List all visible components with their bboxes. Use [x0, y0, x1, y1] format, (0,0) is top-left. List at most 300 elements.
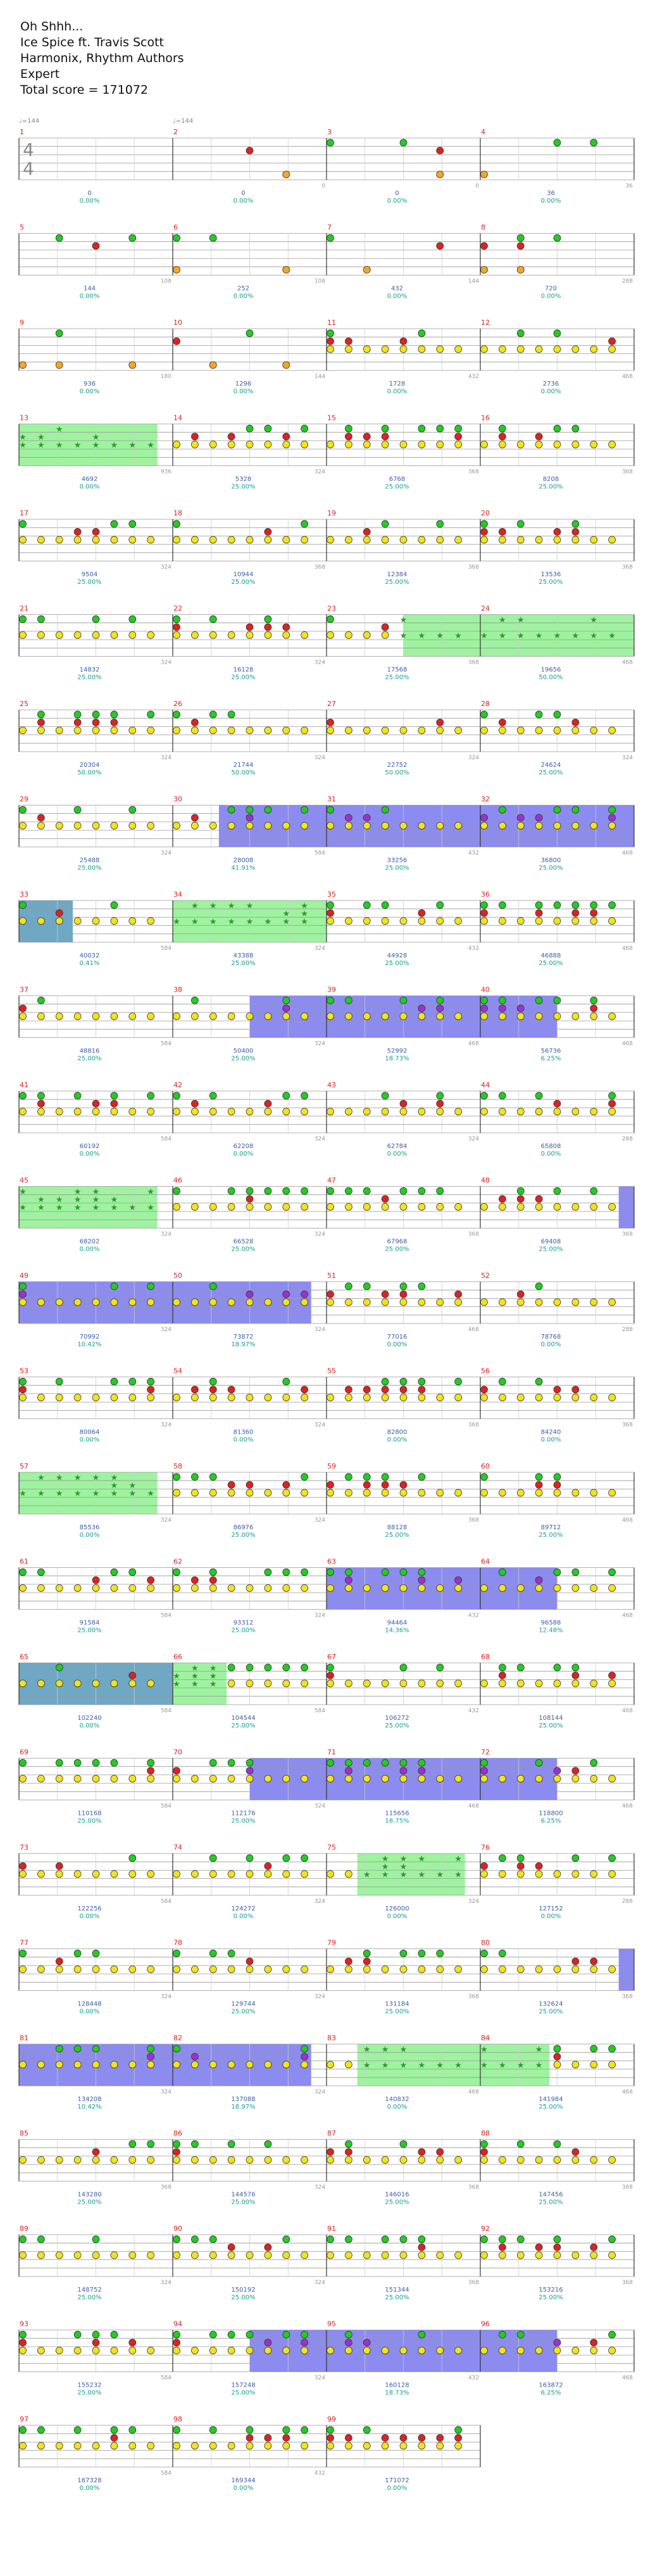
note	[345, 1577, 352, 1584]
note	[437, 822, 444, 829]
star-note: ★	[110, 1481, 118, 1491]
note	[92, 1680, 99, 1687]
song-title: Oh Shhh...	[20, 20, 84, 34]
star-note: ★	[480, 631, 488, 641]
note	[20, 1759, 27, 1766]
note	[209, 2331, 216, 2338]
measure-score: 21744	[233, 762, 254, 769]
note	[228, 1203, 235, 1210]
measure-percent: 0.00%	[540, 1151, 561, 1158]
measure-percent: 25.00%	[77, 2199, 102, 2206]
note	[173, 2149, 180, 2156]
note	[265, 1187, 271, 1194]
note	[191, 1775, 198, 1782]
note	[20, 1871, 27, 1878]
note	[92, 1394, 99, 1401]
note	[554, 2053, 561, 2060]
measure-score: 160128	[385, 2382, 409, 2389]
star-note: ★	[399, 2045, 408, 2055]
note	[173, 1489, 180, 1496]
note	[74, 1092, 81, 1099]
note	[499, 1013, 506, 1020]
note	[129, 1966, 136, 1973]
note	[228, 1775, 235, 1782]
note	[111, 1092, 118, 1099]
note	[129, 1680, 136, 1687]
note	[56, 1966, 63, 1973]
note	[20, 1108, 27, 1115]
measure-subtotal: 324	[160, 1993, 171, 2000]
note	[173, 2061, 180, 2068]
measure-score: 19656	[540, 666, 561, 674]
measure-percent: 0.00%	[79, 1151, 100, 1158]
note	[437, 1005, 444, 1012]
measure-percent: 25.00%	[77, 1627, 102, 1634]
note	[437, 441, 444, 448]
note	[191, 2061, 198, 2068]
note	[147, 2045, 154, 2052]
star-note: ★	[418, 1854, 426, 1864]
star-note: ★	[37, 440, 45, 450]
note	[228, 1489, 235, 1496]
measure-score: 104544	[231, 1715, 256, 1722]
note	[173, 1108, 180, 1115]
measure-percent: 0.00%	[540, 198, 561, 205]
note	[92, 2442, 99, 2449]
note	[129, 2252, 136, 2259]
note	[499, 727, 506, 734]
measure-score: 146016	[385, 2191, 409, 2199]
star-note: ★	[590, 631, 598, 641]
measure-score: 44928	[387, 952, 408, 959]
note	[609, 1013, 616, 1020]
measure-number: 82	[173, 2034, 182, 2042]
note	[209, 2236, 216, 2243]
note	[92, 1108, 99, 1115]
note	[209, 616, 216, 622]
star-note: ★	[571, 631, 580, 641]
measure-subtotal: 324	[314, 1040, 325, 1047]
note	[246, 2331, 253, 2338]
note	[382, 1378, 389, 1385]
note	[147, 1394, 154, 1401]
note	[455, 2442, 462, 2449]
note	[481, 1759, 488, 1766]
note	[535, 1966, 542, 1973]
note	[418, 1759, 425, 1766]
star-note: ★	[363, 1870, 371, 1880]
note	[382, 918, 389, 925]
note	[173, 1299, 180, 1306]
star-note: ★	[147, 1203, 154, 1213]
note	[400, 536, 407, 543]
note	[56, 1862, 63, 1869]
measure-subtotal: 468	[621, 1040, 633, 1047]
note	[191, 1013, 198, 1020]
measure-score: 46888	[540, 952, 561, 959]
note	[301, 1394, 308, 1401]
note	[283, 727, 290, 734]
note	[111, 1283, 118, 1290]
measure-number: 42	[173, 1081, 182, 1089]
measure-number: 18	[173, 509, 182, 517]
note	[609, 2156, 616, 2163]
note	[554, 2252, 561, 2259]
measure-number: 97	[20, 2415, 28, 2423]
note	[590, 1013, 597, 1020]
note	[191, 1577, 198, 1584]
measure-score: 432	[390, 285, 404, 293]
measure-percent: 0.00%	[540, 293, 561, 300]
star-note: ★	[55, 1203, 63, 1213]
note	[455, 2156, 462, 2163]
note	[327, 2236, 334, 2243]
phrase-highlight	[358, 1853, 465, 1895]
note	[345, 1871, 352, 1878]
note	[517, 234, 524, 241]
note	[56, 2252, 63, 2259]
measure-score: 141984	[539, 2096, 563, 2103]
note	[554, 1386, 561, 1393]
star-note: ★	[480, 2045, 488, 2055]
note	[437, 1966, 444, 1973]
note	[74, 2347, 81, 2354]
note	[129, 2339, 136, 2346]
note	[56, 1394, 63, 1401]
note	[363, 631, 370, 638]
note	[173, 2252, 180, 2259]
note	[37, 1569, 44, 1575]
note	[56, 1013, 63, 1020]
measure-score: 22752	[387, 762, 408, 769]
note	[572, 346, 579, 353]
note	[609, 1092, 616, 1099]
measure-score: 78768	[540, 1334, 561, 1341]
measure-subtotal: 324	[621, 755, 633, 761]
measure-percent: 25.00%	[385, 2008, 409, 2016]
note	[111, 2427, 118, 2434]
note	[418, 1569, 425, 1575]
note	[265, 1584, 271, 1591]
note	[20, 2339, 27, 2346]
star-note: ★	[227, 917, 235, 927]
note	[147, 1767, 154, 1774]
note	[517, 1489, 524, 1496]
note	[382, 1775, 389, 1782]
measure-subtotal: 324	[160, 1422, 171, 1429]
note	[535, 909, 542, 916]
measure-subtotal: 324	[314, 1898, 325, 1905]
note	[590, 822, 597, 829]
note	[609, 902, 616, 909]
note	[363, 528, 370, 535]
measure-score: 131184	[385, 2000, 409, 2008]
star-note: ★	[55, 440, 63, 450]
note	[345, 1386, 352, 1393]
note	[265, 425, 271, 432]
note	[363, 441, 370, 448]
measure-number: 32	[481, 795, 490, 804]
measure-percent: 0.00%	[233, 2485, 254, 2492]
note	[363, 1108, 370, 1115]
measure-percent: 0.00%	[233, 1151, 254, 1158]
note	[228, 1680, 235, 1687]
note	[418, 2244, 425, 2251]
note	[92, 2061, 99, 2068]
note	[92, 2045, 99, 2052]
note	[437, 521, 444, 527]
measure-percent: 0.00%	[387, 1151, 408, 1158]
note	[499, 346, 506, 353]
measure-subtotal: 324	[314, 2280, 325, 2286]
star-note: ★	[516, 615, 525, 625]
note	[517, 2331, 524, 2338]
note	[481, 171, 488, 178]
note	[246, 1767, 253, 1774]
measure-number: 23	[327, 604, 336, 613]
measure-score: 89712	[540, 1524, 561, 1531]
note	[455, 918, 462, 925]
note	[283, 1187, 290, 1194]
measure-score: 126000	[385, 1905, 409, 1912]
note	[301, 1474, 308, 1481]
note	[499, 441, 506, 448]
note	[590, 997, 597, 1004]
note	[345, 2331, 352, 2338]
note	[481, 1005, 488, 1012]
star-note: ★	[301, 917, 308, 927]
note	[246, 2156, 253, 2163]
phrase-highlight	[19, 900, 73, 942]
note	[173, 2427, 180, 2434]
note	[209, 1569, 216, 1575]
note	[92, 727, 99, 734]
measure-number: 49	[20, 1272, 28, 1280]
note	[20, 2236, 27, 2243]
star-note: ★	[454, 2061, 462, 2071]
note	[283, 624, 290, 631]
measure-number: 59	[327, 1462, 336, 1470]
star-note: ★	[173, 1671, 180, 1681]
note	[481, 1871, 488, 1878]
note	[437, 2347, 444, 2354]
note	[363, 2252, 370, 2259]
measure-number: 10	[173, 319, 182, 327]
note	[173, 631, 180, 638]
note	[20, 1775, 27, 1782]
measure-subtotal: 324	[160, 850, 171, 857]
note	[74, 1966, 81, 1973]
note	[246, 806, 253, 813]
note	[345, 822, 352, 829]
note	[382, 441, 389, 448]
note	[554, 441, 561, 448]
note	[246, 1664, 253, 1671]
measure-number: 57	[20, 1462, 28, 1470]
note	[345, 2339, 352, 2346]
measure-number: 69	[20, 1748, 28, 1757]
note	[499, 1871, 506, 1878]
note	[173, 1871, 180, 1878]
note	[535, 2252, 542, 2259]
note	[173, 2156, 180, 2163]
measure-score: 81360	[233, 1429, 254, 1436]
note	[499, 902, 506, 909]
note	[209, 1203, 216, 1210]
note	[590, 536, 597, 543]
note	[56, 1664, 63, 1671]
note	[481, 2149, 488, 2156]
note	[191, 631, 198, 638]
note	[283, 441, 290, 448]
note	[437, 147, 444, 154]
measure-subtotal: 584	[160, 1708, 171, 1714]
note	[455, 2434, 462, 2441]
note	[400, 441, 407, 448]
measure-number: 17	[20, 509, 28, 517]
note	[20, 2331, 27, 2338]
note	[129, 1672, 136, 1679]
note	[37, 918, 44, 925]
measure-percent: 25.00%	[231, 1532, 256, 1539]
note	[554, 2347, 561, 2354]
note	[572, 1299, 579, 1306]
note	[265, 2252, 271, 2259]
note	[481, 822, 488, 829]
note	[554, 2244, 561, 2251]
note	[173, 1950, 180, 1957]
measure-subtotal: 432	[314, 2470, 325, 2477]
note	[327, 616, 334, 622]
note	[535, 711, 542, 718]
note	[345, 1013, 352, 1020]
note	[191, 1100, 198, 1107]
note	[382, 2434, 389, 2441]
note	[20, 1569, 27, 1575]
note	[265, 2061, 271, 2068]
note	[37, 719, 44, 726]
note	[345, 1283, 352, 1290]
note	[301, 1569, 308, 1575]
note	[609, 1680, 616, 1687]
note	[301, 1386, 308, 1393]
note	[20, 1950, 27, 1957]
note	[572, 2156, 579, 2163]
star-note: ★	[128, 1203, 137, 1213]
measure-score: 69408	[540, 1238, 561, 1246]
note	[481, 1489, 488, 1496]
star-note: ★	[418, 631, 426, 641]
note	[437, 1489, 444, 1496]
note	[517, 822, 524, 829]
note	[481, 814, 488, 821]
note	[345, 1584, 352, 1591]
note	[481, 1092, 488, 1099]
note	[481, 727, 488, 734]
measure-score: 86976	[233, 1524, 254, 1531]
star-note: ★	[590, 615, 598, 625]
note	[209, 1577, 216, 1584]
note	[590, 1680, 597, 1687]
star-note: ★	[37, 432, 45, 443]
note	[535, 1481, 542, 1488]
note	[554, 536, 561, 543]
note	[74, 536, 81, 543]
star-note: ★	[191, 901, 199, 911]
note	[554, 1100, 561, 1107]
measure-subtotal: 324	[160, 1231, 171, 1238]
measure-score: 1728	[389, 381, 406, 388]
measure-score: 118800	[539, 1810, 563, 1817]
note	[209, 362, 216, 369]
note	[609, 1672, 616, 1679]
measure-subtotal: 368	[468, 1422, 479, 1429]
note	[173, 338, 180, 344]
measure-score: 167328	[77, 2477, 102, 2484]
measure-number: 96	[481, 2320, 490, 2328]
measure-number: 35	[327, 890, 336, 899]
measure-score: 108144	[539, 1715, 563, 1722]
note	[418, 1386, 425, 1393]
note	[554, 1489, 561, 1496]
note	[382, 1759, 389, 1766]
star-note: ★	[399, 1870, 408, 1880]
note	[111, 918, 118, 925]
note	[327, 1966, 334, 1973]
note	[609, 1108, 616, 1115]
note	[363, 1775, 370, 1782]
note	[246, 1584, 253, 1591]
note	[499, 536, 506, 543]
note	[418, 441, 425, 448]
note	[147, 1013, 154, 1020]
note	[455, 441, 462, 448]
note	[74, 2442, 81, 2449]
note	[20, 362, 27, 369]
measure-subtotal: 324	[468, 1898, 479, 1905]
measure-subtotal: 324	[314, 1517, 325, 1524]
note	[382, 727, 389, 734]
measure-subtotal: 468	[621, 1803, 633, 1810]
note	[382, 1489, 389, 1496]
note	[111, 727, 118, 734]
note	[327, 1871, 334, 1878]
measure-subtotal: 288	[621, 1136, 633, 1142]
note	[382, 1966, 389, 1973]
note	[173, 1203, 180, 1210]
note	[437, 1100, 444, 1107]
note	[74, 1950, 81, 1957]
note	[609, 2061, 616, 2068]
note	[147, 1378, 154, 1385]
note	[74, 719, 81, 726]
star-note: ★	[92, 1203, 100, 1213]
note	[92, 528, 99, 535]
note	[283, 536, 290, 543]
note	[74, 711, 81, 718]
note	[382, 346, 389, 353]
measure-percent: 0.00%	[79, 483, 100, 491]
note	[400, 1299, 407, 1306]
note	[400, 997, 407, 1004]
measure-score: 16128	[233, 666, 254, 674]
note	[418, 346, 425, 353]
note	[265, 616, 271, 622]
note	[74, 1108, 81, 1115]
note	[554, 1394, 561, 1401]
note	[56, 631, 63, 638]
note	[129, 2061, 136, 2068]
